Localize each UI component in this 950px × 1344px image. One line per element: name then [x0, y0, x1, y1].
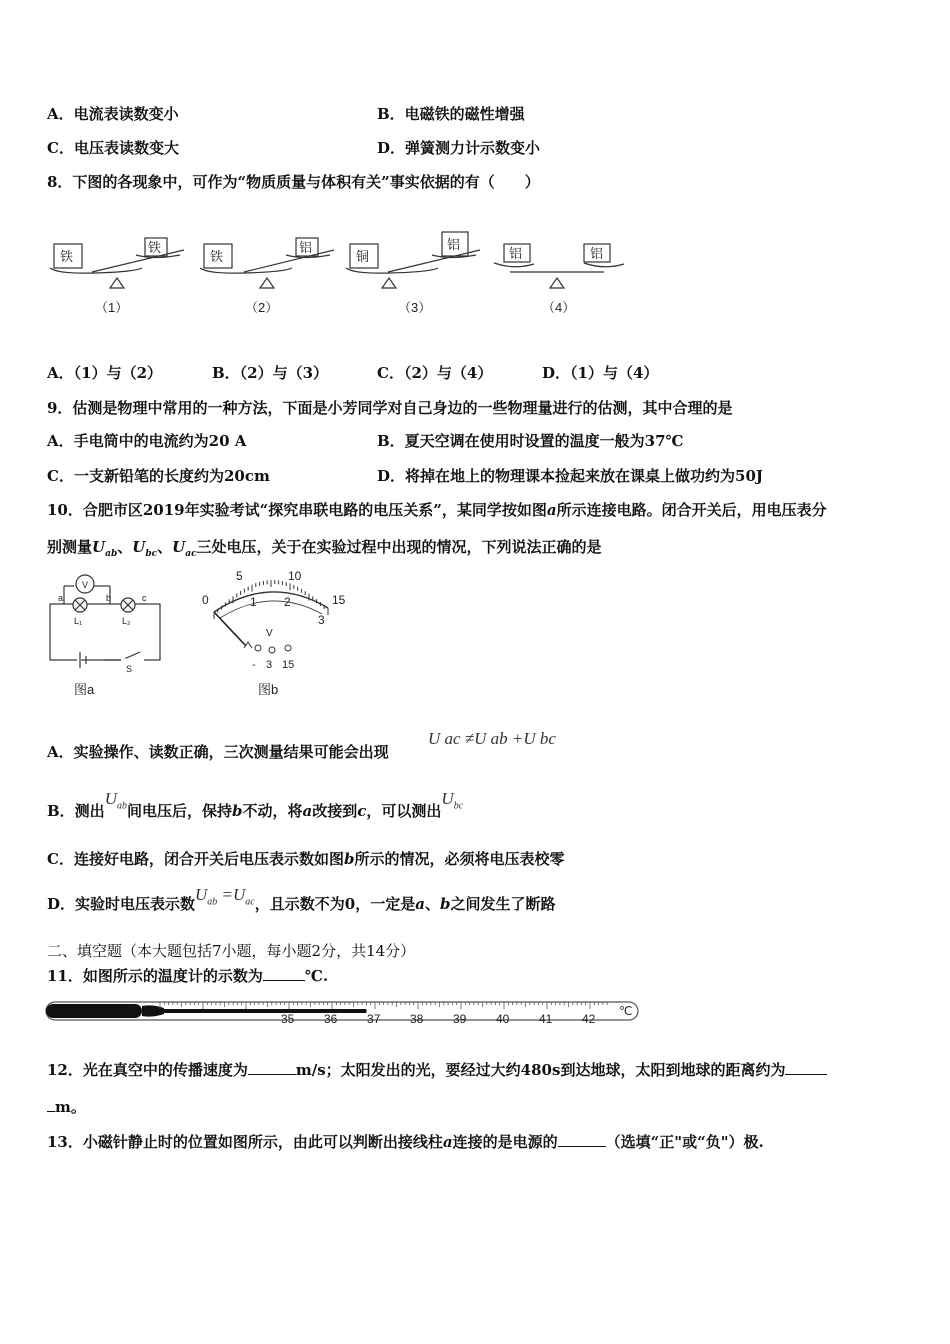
fig-a-caption: 图a: [74, 682, 95, 697]
fig-a-switch: S: [126, 664, 133, 674]
q11-thermometer: [44, 996, 644, 1028]
q10-option-a-formula: U ac ≠U ab +U bc: [428, 729, 556, 748]
q9-stem: 9．估测是物理中常用的一种方法，下面是小芳同学对自己身边的一些物理量进行的估测，其中合理的是: [47, 399, 733, 417]
q10-option-d: D．实验时电压表示数$U_{ab} =U_{ac}$，且示数不为0，一定是a、b之间发生了断路: [47, 885, 556, 913]
thermometer-label-41: 41: [539, 1012, 553, 1026]
q7-option-d: D．弹簧测力计示数变小: [377, 139, 541, 157]
fig-a-node-a: a: [58, 593, 64, 603]
q8-option-a: A．（1）与（2）: [47, 364, 163, 382]
thermometer-label-39: 39: [453, 1012, 467, 1026]
q7-option-c: C．电压表读数变大: [47, 139, 179, 157]
thermometer-label-40: 40: [496, 1012, 510, 1026]
q12-stem-line2: m。: [47, 1096, 86, 1117]
fig-a-meter-label: V: [82, 580, 89, 590]
q7-option-b: B．电磁铁的磁性增强: [377, 105, 525, 123]
q12-stem-line1: 12．光在真空中的传播速度为 m/s；太阳发出的光，要经过大约480s到达地球，太阳到地球的距离约为: [47, 1059, 827, 1080]
fig-b-terminal-15: 15: [282, 659, 295, 671]
q9-option-d: D．将掉在地上的物理课本捡起来放在课桌上做功约为50J: [377, 467, 763, 485]
q9-option-b: B．夏天空调在使用时设置的温度一般为37℃: [377, 432, 684, 450]
thermometer-label-42: 42: [582, 1012, 596, 1026]
thermometer-label-35: 35: [281, 1012, 295, 1026]
section-2-title: 二、填空题（本大题包括7小题，每小题2分，共14分）: [47, 942, 416, 960]
fig-b-caption: 图b: [258, 682, 279, 697]
q10-figure-a-circuit: [44, 568, 174, 700]
q9-option-a: A．手电筒中的电流约为20 A: [47, 432, 247, 450]
q8-stem: 8．下图的各现象中，可作为“物质质量与体积有关”事实依据的有（ ）: [47, 173, 540, 191]
fig-b-tick-0: 0: [202, 593, 209, 607]
fig-b-tick-1: 1: [250, 595, 257, 609]
q10-option-b: B．测出$U_{ab}$间电压后，保持b不动，将a改接到c，可以测出$U_{bc}$: [47, 789, 464, 820]
fig-b-tick-3: 3: [318, 613, 325, 627]
q10-stem-line2: 别测量$U_{ab}$、$U_{bc}$、$U_{ac}$三处电压，关于在实验过程中出现的情况，下列说法正确的是: [47, 538, 602, 559]
balance3-right: 铝: [447, 237, 461, 252]
balance4-right: 铝: [590, 246, 604, 261]
thermometer-label-37: 37: [367, 1012, 381, 1026]
q13-stem: 13．小磁针静止时的位置如图所示，由此可以判断出接线柱a连接的是电源的 （选填“正"或“负"）极.: [47, 1133, 764, 1151]
q9-option-c: C．一支新铅笔的长度约为20cm: [47, 467, 270, 485]
fig-a-lamp1: L₁: [74, 616, 83, 626]
balance4-left: 铝: [509, 246, 523, 261]
fig-b-terminal-minus: -: [252, 659, 256, 671]
fig-b-tick-10: 10: [288, 569, 302, 583]
fig-b-tick-15: 15: [332, 593, 346, 607]
balance2-label: （2）: [245, 300, 279, 315]
balance2-right: 铝: [299, 240, 313, 255]
balance2-left: 铁: [210, 249, 224, 264]
q7-option-a: A．电流表读数变小: [47, 105, 179, 123]
fig-b-terminal-3: 3: [266, 659, 273, 671]
thermometer-unit: ℃: [619, 1004, 633, 1018]
balance1-label: （1）: [95, 300, 129, 315]
fig-b-unit: V: [266, 628, 273, 639]
q8-option-c: C．（2）与（4）: [377, 364, 493, 382]
fig-a-lamp2: L₂: [122, 616, 131, 626]
balance1-left: 铁: [60, 249, 74, 264]
q10-option-c: C．连接好电路，闭合开关后电压表示数如图b所示的情况，必须将电压表校零: [47, 850, 565, 868]
balance1-right: 铁: [148, 240, 162, 255]
q8-option-d: D．（1）与（4）: [542, 364, 659, 382]
q10-figure-b-voltmeter: [196, 566, 356, 700]
q8-balance-figures: [44, 228, 644, 328]
q8-option-b: B．（2）与（3）: [212, 364, 329, 382]
fig-b-tick-5: 5: [236, 569, 243, 583]
q10-stem-line1: 10．合肥市区2019年实验考试“探究串联电路的电压关系”，某同学按如图a所示连接电路。闭合开关后，用电压表分: [47, 501, 827, 519]
balance3-left: 铜: [356, 249, 370, 264]
fig-a-node-c: c: [142, 593, 147, 603]
q10-option-a: A．实验操作、读数正确，三次测量结果可能会出现: [47, 743, 389, 761]
balance4-label: （4）: [542, 300, 576, 315]
thermometer-label-36: 36: [324, 1012, 338, 1026]
q11-stem: 11．如图所示的温度计的示数为 ℃.: [47, 967, 329, 985]
fig-b-tick-2: 2: [284, 595, 291, 609]
balance3-label: （3）: [398, 300, 432, 315]
fig-a-node-b: b: [106, 593, 112, 603]
thermometer-label-38: 38: [410, 1012, 424, 1026]
